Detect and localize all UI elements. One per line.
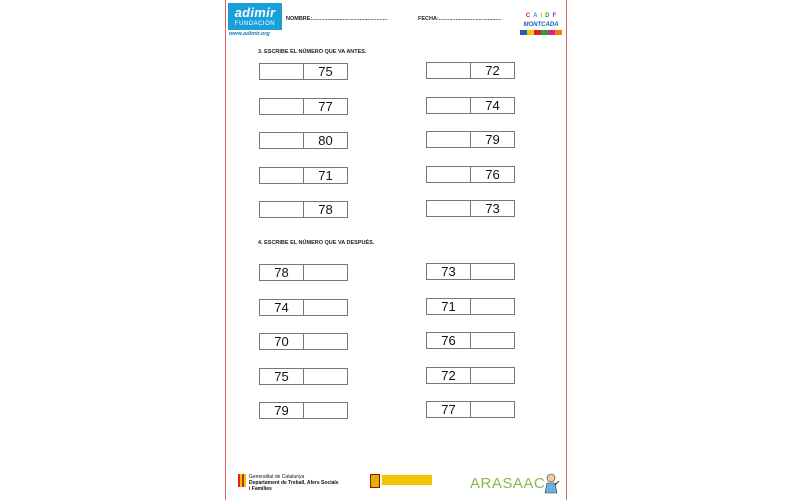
given-number: 71	[441, 299, 456, 314]
section4-left-pair	[259, 264, 348, 281]
given-number: 74	[274, 300, 289, 315]
section4-left-pair	[259, 368, 348, 385]
given-number: 77	[303, 99, 347, 114]
answer-box[interactable]	[470, 299, 514, 314]
given-number: 73	[441, 264, 456, 279]
given-number: 73	[470, 201, 514, 216]
answer-box[interactable]	[303, 403, 347, 418]
gen-line3: i Famílies	[249, 486, 272, 492]
answer-box[interactable]	[260, 64, 303, 79]
section3-left-pair	[259, 132, 348, 149]
section3-left-pair	[259, 201, 348, 218]
section4-title: 4. ESCRIBE EL NÚMERO QUE VA DESPUÉS.	[258, 240, 375, 246]
spain-shield-icon	[370, 474, 380, 488]
answer-box[interactable]	[427, 132, 470, 147]
section3-left-pair	[259, 63, 348, 80]
section4-right-pair	[426, 298, 515, 315]
answer-box[interactable]	[470, 264, 514, 279]
logo-name: adimir	[234, 5, 276, 20]
gen-line2: Departament de Treball, Afers Socials	[249, 480, 339, 486]
arasaac-logo: ARASAAC	[470, 475, 546, 492]
answer-box[interactable]	[303, 265, 347, 280]
section4-right-pair	[426, 332, 515, 349]
section3-right-pair	[426, 200, 515, 217]
section3-title: 3. ESCRIBE EL NÚMERO QUE VA ANTES.	[258, 49, 367, 55]
section4-left-pair	[259, 402, 348, 419]
given-number: 76	[470, 167, 514, 182]
generalitat-text	[249, 474, 339, 492]
given-number: 72	[441, 368, 456, 383]
section4-right-pair	[426, 367, 515, 384]
gobierno-banner	[382, 475, 432, 485]
given-number: 75	[274, 369, 289, 384]
section4-right-pair	[426, 401, 515, 418]
caidf-letter: C	[525, 13, 531, 19]
arasaac-figure-icon	[541, 472, 561, 494]
answer-box[interactable]	[303, 300, 347, 315]
caidf-letter: A	[533, 13, 538, 19]
caidf-letter: D	[545, 13, 550, 19]
answer-box[interactable]	[427, 167, 470, 182]
gen-line1: Generalitat de Catalunya	[249, 474, 305, 480]
given-number: 77	[441, 402, 456, 417]
given-number: 78	[274, 265, 289, 280]
caidf-letter: F	[552, 13, 557, 19]
answer-box[interactable]	[470, 368, 514, 383]
section3-left-pair	[259, 167, 348, 184]
given-number: 76	[441, 333, 456, 348]
given-number: 74	[470, 98, 514, 113]
answer-box[interactable]	[303, 334, 347, 349]
section3-right-pair	[426, 131, 515, 148]
answer-box[interactable]	[260, 202, 303, 217]
caidf-letters	[520, 4, 562, 22]
section3-right-pair	[426, 166, 515, 183]
section4-left-pair	[259, 333, 348, 350]
nombre-label: NOMBRE:.................................................	[286, 16, 388, 22]
caidf-color-bar	[520, 30, 562, 35]
given-number: 79	[470, 132, 514, 147]
given-number: 79	[274, 403, 289, 418]
given-number: 72	[470, 63, 514, 78]
logo-sub: FUNDACIÓN	[234, 21, 276, 27]
color-bar-segment	[534, 30, 541, 35]
section4-left-pair	[259, 299, 348, 316]
color-bar-segment	[520, 30, 527, 35]
answer-box[interactable]	[260, 99, 303, 114]
section3-left-pair	[259, 98, 348, 115]
given-number: 70	[274, 334, 289, 349]
color-bar-segment	[548, 30, 555, 35]
adimir-logo	[228, 3, 282, 30]
gobierno-espana-logo	[370, 474, 433, 494]
section4-right-pair	[426, 263, 515, 280]
answer-box[interactable]	[427, 63, 470, 78]
given-number: 75	[303, 64, 347, 79]
answer-box[interactable]	[427, 201, 470, 216]
given-number: 71	[303, 168, 347, 183]
given-number: 80	[303, 133, 347, 148]
montcada-label: MONTCADA	[523, 22, 559, 28]
generalitat-emblem-icon	[238, 474, 246, 487]
answer-box[interactable]	[470, 333, 514, 348]
logo-url: www.adimir.org	[229, 31, 270, 37]
section3-right-pair	[426, 62, 515, 79]
answer-box[interactable]	[303, 369, 347, 384]
section3-right-pair	[426, 97, 515, 114]
caidf-letter: I	[540, 13, 543, 19]
answer-box[interactable]	[427, 98, 470, 113]
answer-box[interactable]	[260, 168, 303, 183]
color-bar-segment	[541, 30, 548, 35]
answer-box[interactable]	[470, 402, 514, 417]
caidf-logo	[520, 4, 562, 35]
fecha-label: FECHA:.........................................	[418, 16, 502, 22]
given-number: 78	[303, 202, 347, 217]
answer-box[interactable]	[260, 133, 303, 148]
color-bar-segment	[555, 30, 562, 35]
color-bar-segment	[527, 30, 534, 35]
